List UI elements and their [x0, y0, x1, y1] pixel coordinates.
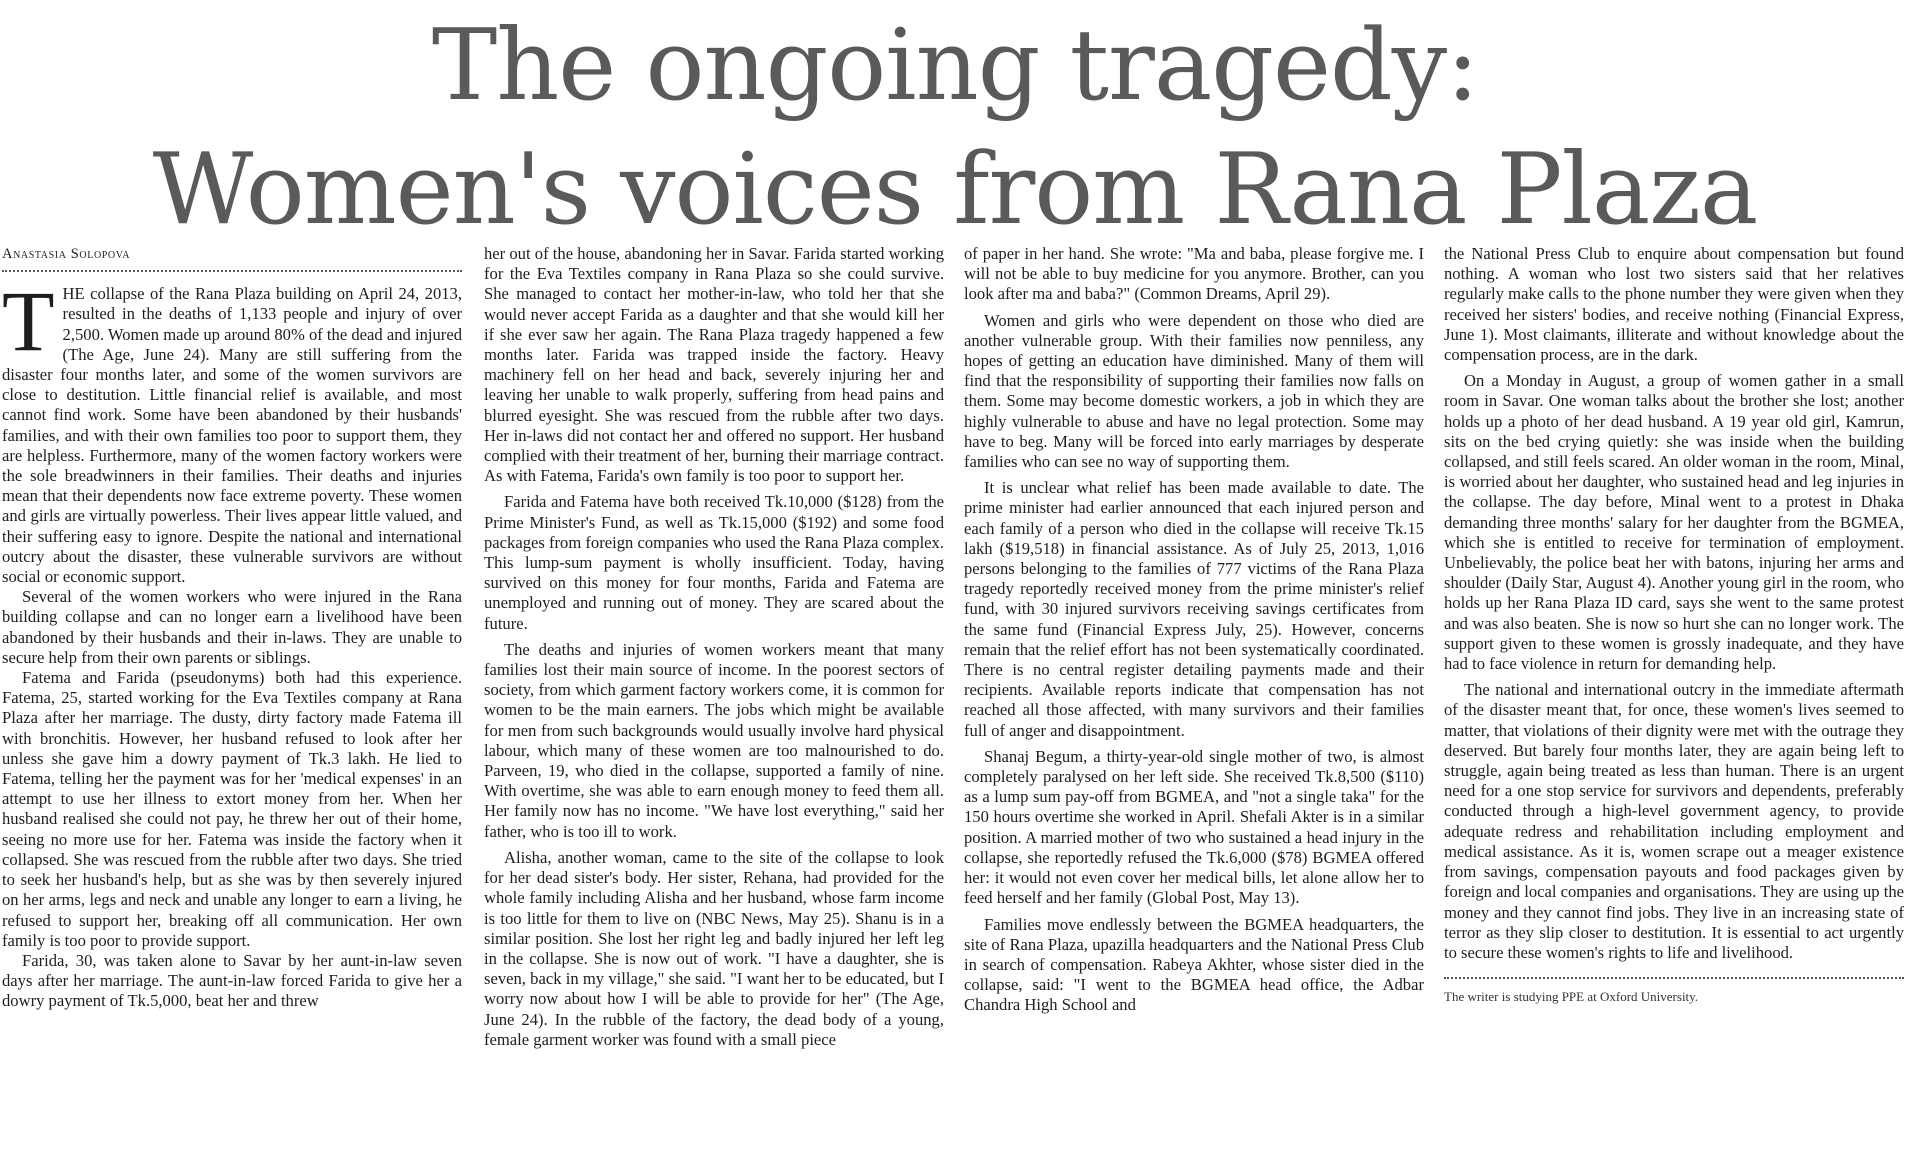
- author-footnote: The writer is studying PPE at Oxford University.: [1444, 977, 1904, 1007]
- paragraph: Alisha, another woman, came to the site of the collapse to look for her dead sister's body. Her sister, Rehana, had provided for the whole family including Alisha and her husband, whose farm income is too little for them to live on (NBC News, May 25). Shanu is in a similar position. She lost her right leg and badly injured her left leg in the collapse. She is now out of work. "I have a daughter, she is seven, back in my village," she said. "I want her to be educated, but I worry now about how I will be able to provide for her" (The Age, June 24). In the rubble of the factory, the dead body of a young, female garment worker was found with a small piece: [484, 847, 944, 1049]
- headline-line-2: Women's voices from Rana Plaza: [152, 133, 1758, 247]
- paragraph: Families move endlessly between the BGMEA headquarters, the site of Rana Plaza, upazilla headquarters and the National Press Club in search of compensation. Rabeya Akhter, whose sister died in the collapse, said: "I went to the BGMEA head office, the Adbar Chandra High School and: [964, 914, 1424, 1015]
- headline: [0, 4, 1910, 252]
- article-column-3: [964, 244, 1424, 1162]
- paragraph: On a Monday in August, a group of women gather in a small room in Savar. One woman talks about the brother she lost; another holds up a photo of her dead husband. A 19 year old girl, Kamrun, sits on the bed crying quietly: she was inside when the building collapsed, and still feels scared. An older woman in the room, Minal, is worried about her daughter, who sustained head and leg injuries in the collapse. The day before, Minal went to a protest in Dhaka demanding three months' salary for her daughter from the BGMEA, which she is entitled to receive for termination of employment. Unbelievably, the police beat her with batons, injuring her arms and shoulder (Daily Star, August 4). Another young girl in the room, who holds up her Rana Plaza ID card, says she went to the same protest and was also beaten. She is now so hurt she can no longer work. The support given to these women is grossly inadequate, and they have had to face violence in return for demanding help.: [1444, 371, 1904, 674]
- paragraph: Farida, 30, was taken alone to Savar by her aunt-in-law seven days after her marriage. The aunt-in-law forced Farida to give her a dowry payment of Tk.5,000, beat her and threw: [2, 950, 462, 1011]
- paragraph: Farida and Fatema have both received Tk.10,000 ($128) from the Prime Minister's Fund, as well as Tk.15,000 ($192) and some food packages from foreign companies who used the Rana Plaza complex. This lump-sum payment is wholly insufficient. Today, having survived on this money for four months, Farida and Fatema are unemployed and running out of money. They are scared about the future.: [484, 492, 944, 633]
- paragraph: of paper in her hand. She wrote: "Ma and baba, please forgive me. I will not be able to buy medicine for you anymore. Brother, can you look after ma and baba?" (Common Dreams, April 29).: [964, 244, 1424, 304]
- paragraph: Women and girls who were dependent on those who died are another vulnerable group. With their families now penniless, any hopes of getting an education have diminished. Many of them will find that the responsibility of supporting their families now falls on them. Some may become domestic workers, a job in which they are highly vulnerable to abuse and have no legal protection. Some may have to beg. Many will be forced into early marriages by desperate families who can see no way of supporting them.: [964, 310, 1424, 472]
- paragraph: The national and international outcry in the immediate aftermath of the disaster meant that, for once, these women's lives seemed to matter, that violations of their dignity were met with the outrage they deserved. But barely four months later, they are again being left to struggle, again being treated as less than human. There is an urgent need for a one stop service for survivors and dependents, preferably conducted through a high-level government agency, to provide adequate redress and rehabilitation including employment and medical assistance. As it is, women scrape out a meager existence from savings, compensation payouts and food packages given by foreign and local companies and organisations. They are using up the money and they cannot find jobs. They live in an increasing state of terror as they slip closer to destitution. It is essential to act urgently to secure these women's rights to life and livelihood.: [1444, 680, 1904, 962]
- byline: Anastasia Solopova: [2, 244, 462, 272]
- paragraph: The deaths and injuries of women workers meant that many families lost their main source of income. In the poorest sectors of society, from which garment factory workers come, it is common for women to be the main earners. The jobs which might be available for men from such backgrounds would usually involve hard physical labour, which many of these women are too malnourished to do. Parveen, 19, who died in the collapse, supported a family of nine. With overtime, she was able to earn enough money to feed them all. Her family now has no income. "We have lost everything," said her father, who is too ill to work.: [484, 639, 944, 841]
- drop-cap: T: [2, 273, 55, 370]
- paragraph: the National Press Club to enquire about compensation but found nothing. A woman who lost two sisters said that her relatives regularly make calls to the phone number they were given when they received her sisters' bodies, and receive nothing (Financial Express, June 1). Most claimants, illiterate and without knowledge about the compensation process, are in the dark.: [1444, 244, 1904, 365]
- article-column-4: [1444, 244, 1904, 1162]
- headline-line-1: The ongoing tragedy:: [431, 9, 1479, 123]
- paragraph: Several of the women workers who were injured in the Rana building collapse and can no longer earn a livelihood have been abandoned by their husbands and their in-laws. They are unable to secure help from their own parents or siblings.: [2, 587, 462, 667]
- paragraph: THE collapse of the Rana Plaza building on April 24, 2013, resulted in the deaths of 1,133 people and injury of over 2,500. Women made up around 80% of the dead and injured (The Age, June 24). Many are still suffering from the disaster four months later, and some of the women survivors are close to destitution. Little financial relief is available, and most cannot find work. Some have been abandoned by their husbands' families, and with their own families too poor to support them, they are helpless. Furthermore, many of the women factory workers were the sole breadwinners in their families. Their deaths and injuries mean that their dependents now face extreme poverty. These women and girls are virtually powerless. Their lives appear little valued, and their suffering easy to ignore. Despite the national and international outcry about the disaster, these vulnerable survivors are without social or economic support.: [2, 273, 462, 587]
- article-column-1: [2, 244, 462, 1162]
- paragraph: Shanaj Begum, a thirty-year-old single mother of two, is almost completely paralysed on her left side. She received Tk.8,500 ($110) as a lump sum pay-off from BGMEA, and "not a single taka" for the 150 hours overtime she worked in April. Shefali Akter is in a similar position. A married mother of two who sustained a head injury in the collapse, she reportedly refused the Tk.6,000 ($78) BGMEA offered her: it would not even cover her medical bills, let alone allow her to feed herself and her family (Global Post, May 13).: [964, 746, 1424, 908]
- paragraph: her out of the house, abandoning her in Savar. Farida started working for the Eva Textiles company in Rana Plaza so she could survive. She managed to contact her mother-in-law, who told her that she would never accept Farida as a daughter and that she would kill her if she ever saw her again. The Rana Plaza tragedy happened a few months later. Farida was trapped inside the factory. Heavy machinery fell on her head and back, severely injuring her and leaving her unable to walk properly, suffering from head pains and blurred eyesight. She was rescued from the rubble after two days. Her in-laws did not contact her and offered no support. Her husband complied with their treatment of her, burning their marriage contract. As with Fatema, Farida's own family is too poor to support her.: [484, 244, 944, 486]
- paragraph: Fatema and Farida (pseudonyms) both had this experience. Fatema, 25, started working for the Eva Textiles company at Rana Plaza after her marriage. The dusty, dirty factory made Fatema ill with bronchitis. However, her husband refused to look after her unless she gave him a dowry payment of Tk.3 lakh. He lied to Fatema, telling her the payment was for her 'medical expenses' in an attempt to use her illness to extort money from her. When her husband realised she could not pay, he threw her out of their home, seeing no more use for her. Fatema was inside the factory when it collapsed. She was rescued from the rubble after two days. She tried to seek her husband's help, but as she was by then severely injured on her arms, legs and neck and unable any longer to earn a living, he refused to support her, breaking off all communication. Her own family is too poor to provide support.: [2, 668, 462, 950]
- paragraph: It is unclear what relief has been made available to date. The prime minister had earlier announced that each injured person and each family of a person who died in the collapse will receive Tk.15 lakh ($19,518) in financial assistance. As of July 25, 2013, 1,016 persons belonging to the families of 777 victims of the Rana Plaza tragedy reportedly received money from the prime minister's relief fund, with 30 injured survivors receiving savings certificates from the same fund (Financial Express July, 25). However, concerns remain that the relief effort has not been systematically coordinated. There is no central register detailing payments made and their recipients. Available reports indicate that compensation has not reached all those affected, with many survivors and their families full of anger and disappointment.: [964, 478, 1424, 740]
- article-column-2: [484, 244, 944, 1162]
